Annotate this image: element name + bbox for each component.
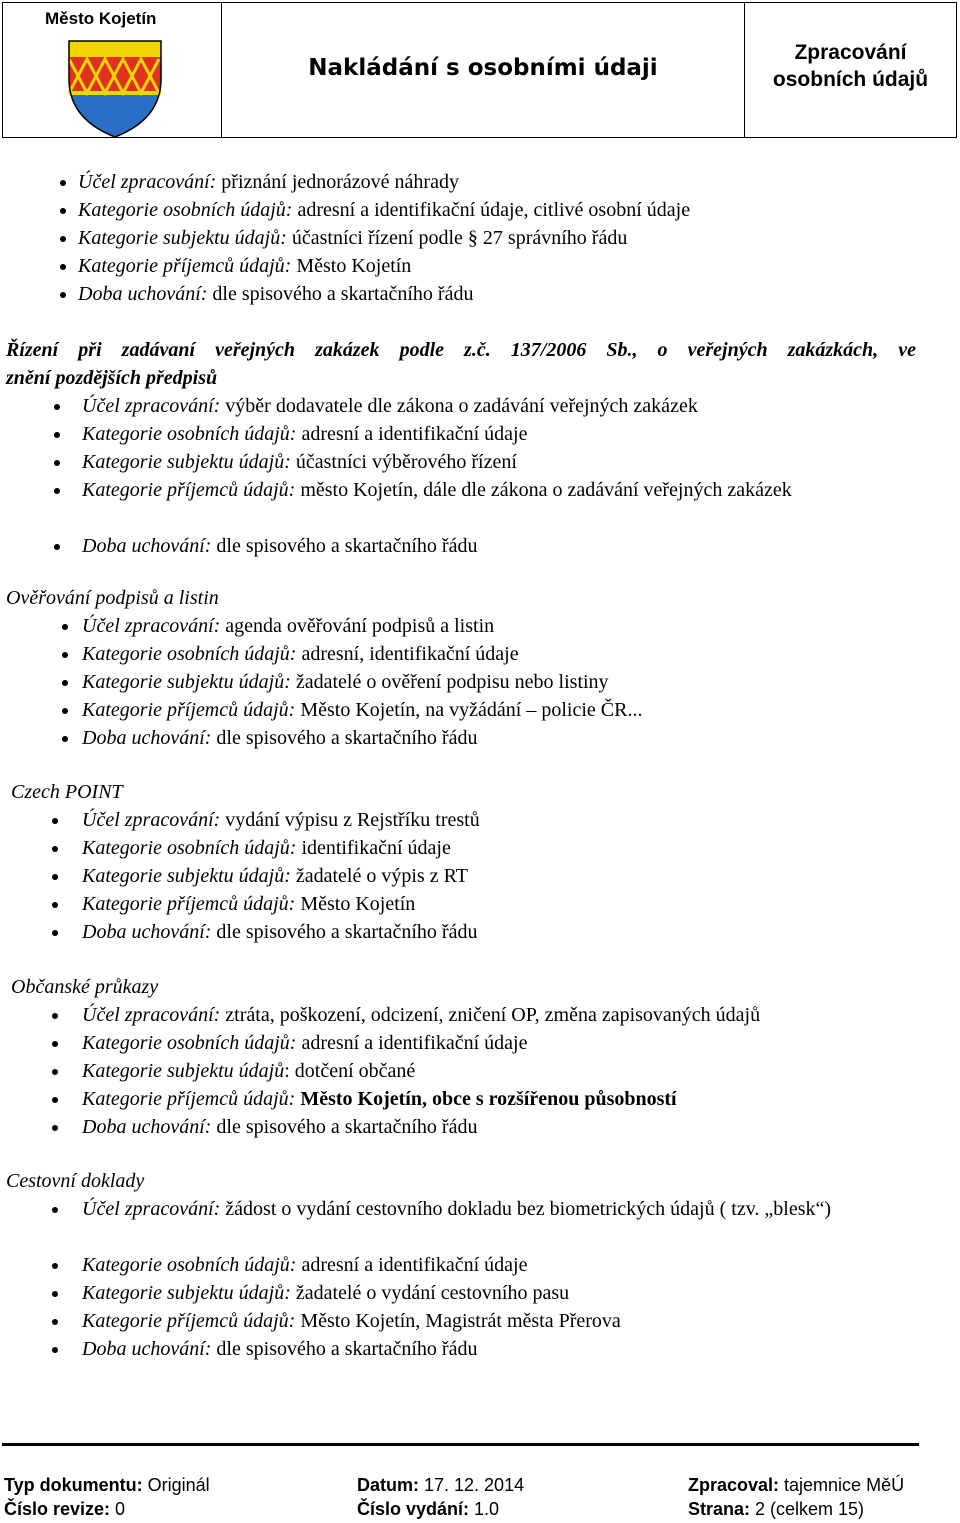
bullet-icon xyxy=(54,404,60,410)
bullet-icon xyxy=(52,1097,58,1103)
footer-issue: Číslo vydání: 1.0 xyxy=(357,1499,500,1519)
bullet-icon xyxy=(60,292,66,298)
list-item: Kategorie osobních údajů: adresní a identifikační údaje xyxy=(82,1251,914,1279)
list-item: Doba uchování: dle spisového a skartačního řádu xyxy=(82,1113,760,1141)
list-item: Kategorie příjemců údajů: Město Kojetín xyxy=(82,890,480,918)
bullet-icon xyxy=(60,208,66,214)
list-item: Kategorie subjektu údajů: dotčení občané xyxy=(82,1057,760,1085)
bullet-icon xyxy=(54,488,60,494)
footer-page: Strana: 2 (celkem 15) xyxy=(688,1499,865,1519)
bullet-icon xyxy=(54,544,60,550)
section-heading xyxy=(773,39,928,93)
list-item: Kategorie osobních údajů: identifikační údaje xyxy=(82,834,480,862)
footer-date: Datum: 17. 12. 2014 xyxy=(357,1475,525,1495)
section-title: Řízení při zadávaní veřejných zakázek podle z.č. 137/2006 Sb., o veřejných zakázkách, ve xyxy=(6,339,916,361)
bullet-icon xyxy=(60,264,66,270)
footer-processed-by: Zpracoval: tajemnice MěÚ xyxy=(688,1475,905,1495)
footer-divider xyxy=(2,1443,919,1446)
list-item: Účel zpracování: přiznání jednorázové náhrady xyxy=(78,168,690,196)
list-item: Kategorie osobních údajů: adresní, identifikační údaje xyxy=(82,640,642,668)
section-title: Czech POINT xyxy=(11,781,123,803)
town-crest-logo xyxy=(67,39,163,139)
bullet-icon xyxy=(52,846,58,852)
bullet-icon xyxy=(52,1069,58,1075)
bullet-icon xyxy=(60,180,66,186)
title-cell xyxy=(222,3,745,137)
bullet-icon xyxy=(52,930,58,936)
item-list xyxy=(82,1195,914,1363)
list-item: Účel zpracování: žádost o vydání cestovního dokladu bez biometrických údajů ( tzv. „blesk“) xyxy=(82,1195,914,1251)
bullet-icon xyxy=(52,874,58,880)
document-title: Nakládání s osobními údaji xyxy=(308,55,658,81)
town-name: Město Kojetín xyxy=(45,9,157,28)
item-list xyxy=(82,806,480,946)
list-item: Kategorie příjemců údajů: Město Kojetín, Magistrát města Přerova xyxy=(82,1307,914,1335)
item-list xyxy=(82,1001,760,1141)
bullet-icon xyxy=(60,236,66,242)
section-title: Ověřování podpisů a listin xyxy=(6,587,219,609)
bullet-icon xyxy=(52,1319,58,1325)
list-item: Účel zpracování: výběr dodavatele dle zákona o zadávání veřejných zakázek xyxy=(82,392,916,420)
list-item: Kategorie příjemců údajů: Město Kojetín, obce s rozšířenou působností xyxy=(82,1085,760,1113)
list-item: Doba uchování: dle spisového a skartačního řádu xyxy=(82,918,480,946)
section-heading-line-1: Zpracování xyxy=(794,41,907,64)
list-item: Účel zpracování: agenda ověřování podpisů a listin xyxy=(82,612,642,640)
bullet-icon xyxy=(52,902,58,908)
bullet-icon xyxy=(52,1125,58,1131)
logo-cell xyxy=(3,3,222,137)
bullet-icon xyxy=(52,1263,58,1269)
bullet-icon xyxy=(52,1207,58,1213)
item-list xyxy=(78,168,690,308)
list-item: Doba uchování: dle spisového a skartačního řádu xyxy=(82,1335,914,1363)
bullet-icon xyxy=(62,736,68,742)
bullet-icon xyxy=(52,1347,58,1353)
section-title: Cestovní doklady xyxy=(6,1170,145,1192)
list-item: Kategorie příjemců údajů: Město Kojetín, na vyžádání – policie ČR... xyxy=(82,696,642,724)
bullet-icon xyxy=(62,624,68,630)
bullet-icon xyxy=(52,1013,58,1019)
bullet-icon xyxy=(52,1041,58,1047)
footer-revision: Číslo revize: 0 xyxy=(4,1499,126,1519)
list-item: Účel zpracování: vydání výpisu z Rejstříku trestů xyxy=(82,806,480,834)
section-heading-line-2: osobních údajů xyxy=(772,68,929,91)
list-item: Kategorie osobních údajů: adresní a identifikační údaje xyxy=(82,420,916,448)
bullet-icon xyxy=(54,432,60,438)
list-item: Doba uchování: dle spisového a skartačního řádu xyxy=(82,724,642,752)
right-title-cell xyxy=(745,3,956,137)
list-item: Kategorie subjektu údajů: účastníci řízení podle § 27 správního řádu xyxy=(78,224,690,252)
footer-doc-type: Typ dokumentu: Originál xyxy=(4,1475,210,1495)
list-item: Kategorie subjektu údajů: žadatelé o ověření podpisu nebo listiny xyxy=(82,668,642,696)
list-item: Účel zpracování: ztráta, poškození, odcizení, zničení OP, změna zapisovaných údajů xyxy=(82,1001,760,1029)
list-item: Kategorie subjektu údajů: žadatelé o výpis z RT xyxy=(82,862,480,890)
bullet-icon xyxy=(52,1291,58,1297)
list-item: Kategorie příjemců údajů: město Kojetín, dále dle zákona o zadávání veřejných zakázek xyxy=(82,476,916,532)
list-item: Doba uchování: dle spisového a skartačního řádu xyxy=(78,280,690,308)
list-item: Kategorie subjektu údajů: žadatelé o vydání cestovního pasu xyxy=(82,1279,914,1307)
list-item: Kategorie osobních údajů: adresní a identifikační údaje, citlivé osobní údaje xyxy=(78,196,690,224)
item-list xyxy=(82,392,916,560)
section-title: Občanské průkazy xyxy=(11,976,159,998)
document-header xyxy=(2,2,957,138)
bullet-icon xyxy=(54,460,60,466)
bullet-icon xyxy=(62,652,68,658)
list-item: Kategorie osobních údajů: adresní a identifikační údaje xyxy=(82,1029,760,1057)
item-list xyxy=(82,612,642,752)
section-title-continued: znění pozdějších předpisů xyxy=(6,367,218,389)
bullet-icon xyxy=(62,708,68,714)
bullet-icon xyxy=(62,680,68,686)
bullet-icon xyxy=(52,818,58,824)
list-item: Doba uchování: dle spisového a skartačního řádu xyxy=(82,532,916,560)
list-item: Kategorie subjektu údajů: účastníci výběrového řízení xyxy=(82,448,916,476)
list-item: Kategorie příjemců údajů: Město Kojetín xyxy=(78,252,690,280)
